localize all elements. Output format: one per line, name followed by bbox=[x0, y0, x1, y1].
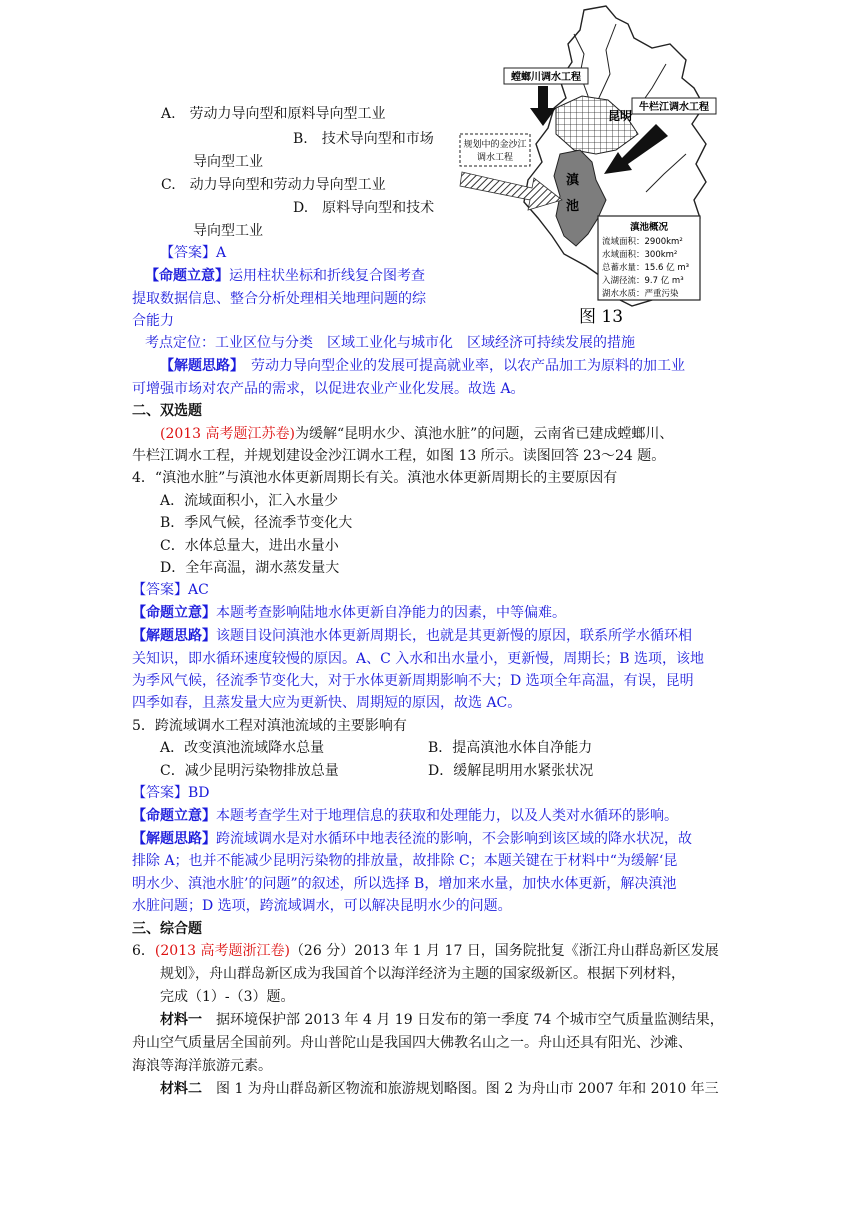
q3-thinking: 【解题思路】 劳动力导向型企业的发展可提高就业率，以农产品加工为原料的加工业 bbox=[160, 358, 685, 374]
q4-option-a: A．流域面积小，汇入水量少 bbox=[160, 493, 339, 509]
q4-answer: 【答案】AC bbox=[132, 582, 209, 598]
info-row: 入湖径流：9.7 亿 m³ bbox=[602, 276, 684, 286]
q3-intent-cont-2: 合能力 bbox=[132, 313, 174, 329]
q3-option-b-cont: 导向型工业 bbox=[193, 154, 263, 170]
source-tag: (2013 高考题江苏卷) bbox=[160, 426, 296, 442]
tanglang-label: 螳螂川调水工程 bbox=[511, 72, 581, 83]
thinking-label: 【解题思路】 bbox=[132, 831, 216, 847]
q5-thinking-cont-1: 排除 A；也并不能减少昆明污染物的排放量，故排除 C；本题关键在于材料中“为缓解‘昆 bbox=[132, 853, 678, 869]
q4-thinking-cont-2: 为季风气候，径流季节变化大，对于水体更新周期影响不大；D 选项全年高温，有误，昆明 bbox=[132, 673, 694, 689]
dian-label-1: 滇 bbox=[566, 173, 580, 188]
q5-option-b: B．提高滇池水体自净能力 bbox=[428, 740, 593, 756]
info-row: 水域面积：300km² bbox=[602, 250, 678, 260]
q3-intent-cont-1: 提取数据信息、整合分析处理相关地理问题的综 bbox=[132, 291, 426, 307]
q6-stem-cont-2: 完成（1）-（3）题。 bbox=[160, 989, 295, 1005]
intent-label: 【命题立意】 bbox=[132, 808, 216, 824]
q3-thinking-cont: 可增强市场对农产品的需求，以促进农业产业化发展。故选 A。 bbox=[132, 381, 525, 397]
dianchi-map-figure bbox=[456, 4, 746, 332]
q5-answer: 【答案】BD bbox=[132, 785, 210, 801]
kunming-label: 昆明 bbox=[608, 109, 633, 123]
q4-option-d: D．全年高温，湖水蒸发量大 bbox=[160, 560, 340, 576]
q5-thinking-cont-3: 水脏问题；D 选项，跨流域调水，可以解决昆明水少的问题。 bbox=[132, 898, 512, 914]
q3-option-c: C. 动力导向型和劳动力导向型工业 bbox=[161, 177, 386, 193]
q5-thinking-cont-2: 明水少、滇池水脏’的问题”的叙述，所以选择 B，增加来水量，加快水体更新，解决滇池 bbox=[132, 876, 677, 892]
q3-option-d: D. 原料导向型和技术 bbox=[293, 200, 435, 216]
dian-label-2: 池 bbox=[566, 199, 580, 214]
q5-option-a: A．改变滇池流域降水总量 bbox=[160, 740, 325, 756]
source-tag: (2013 高考题浙江卷) bbox=[154, 943, 290, 959]
jinsha-label-2: 调水工程 bbox=[476, 153, 514, 163]
info-box-title: 滇池概况 bbox=[629, 222, 669, 233]
q3-option-a: A. 劳动力导向型和原料导向型工业 bbox=[161, 106, 386, 122]
jinsha-label-1: 规划中的金沙江 bbox=[463, 140, 527, 150]
section-heading-3: 三、综合题 bbox=[132, 921, 202, 937]
q5-option-d: D．缓解昆明用水紧张状况 bbox=[428, 763, 594, 779]
q5-option-c: C．减少昆明污染物排放总量 bbox=[160, 763, 339, 779]
q3-intent: 【命题立意】运用柱状坐标和折线复合图考查 bbox=[145, 268, 425, 284]
figure-caption: 图 13 bbox=[578, 307, 624, 327]
info-row: 流域面积：2900km² bbox=[602, 237, 683, 247]
q3-location: 考点定位：工业区位与分类 区域工业化与城市化 区域经济可持续发展的措施 bbox=[145, 335, 635, 351]
q6-stem-cont-1: 规划》，舟山群岛新区成为我国首个以海洋经济为主题的国家级新区。根据下列材料， bbox=[160, 966, 685, 982]
material-label: 材料二 bbox=[160, 1081, 202, 1097]
q4-stem: 4．“滇池水脏”与滇池水体更新周期长有关。滇池水体更新周期长的主要原因有 bbox=[132, 470, 618, 486]
material-label: 材料一 bbox=[160, 1012, 202, 1028]
info-row: 湖水水质：严重污染 bbox=[602, 289, 679, 299]
material-1: 材料一 据环境保护部 2013 年 4 月 19 日发布的第一季度 74 个城市空气质量监测结果， bbox=[160, 1012, 724, 1028]
intent-label: 【命题立意】 bbox=[132, 605, 216, 621]
q4-option-b: B．季风气候，径流季节变化大 bbox=[160, 515, 353, 531]
thinking-label: 【解题思路】 bbox=[160, 358, 237, 374]
q5-stem: 5．跨流域调水工程对滇池流域的主要影响有 bbox=[132, 718, 407, 734]
intent-label: 【命题立意】 bbox=[145, 268, 229, 284]
q5-intent: 【命题立意】本题考查学生对于地理信息的获取和处理能力，以及人类对水循环的影响。 bbox=[132, 808, 678, 824]
q4-thinking-cont-3: 四季如春，且蒸发量大应为更新快、周期短的原因，故选 AC。 bbox=[132, 695, 522, 711]
section-heading-2: 二、双选题 bbox=[132, 403, 202, 419]
q3-option-d-cont: 导向型工业 bbox=[193, 223, 263, 239]
niulan-label: 牛栏江调水工程 bbox=[639, 102, 709, 113]
q4-thinking: 【解题思路】该题目设问滇池水体更新周期长，也就是其更新慢的原因，联系所学水循环相 bbox=[132, 628, 692, 644]
material-2: 材料二 图 1 为舟山群岛新区物流和旅游规划略图。图 2 为舟山市 2007 年和 2010 年三 bbox=[160, 1081, 719, 1097]
q5-thinking: 【解题思路】跨流域调水是对水循环中地表径流的影响，不会影响到该区域的降水状况，故 bbox=[132, 831, 692, 847]
q4-option-c: C．水体总量大，进出水量小 bbox=[160, 538, 339, 554]
q6-stem: 6．(2013 高考题浙江卷)（26 分）2013 年 1 月 17 日，国务院批复《浙江舟山群岛新区发展 bbox=[132, 943, 719, 959]
intro-paragraph-cont: 牛栏江调水工程，并规划建设金沙江调水工程，如图 13 所示。读图回答 23～24 题。 bbox=[132, 448, 666, 464]
intro-paragraph: (2013 高考题江苏卷)为缓解“昆明水少、滇池水脏”的问题，云南省已建成螳螂川、 bbox=[160, 426, 674, 442]
q3-answer: 【答案】A bbox=[160, 245, 227, 261]
material-1-cont-1: 舟山空气质量居全国前列。舟山普陀山是我国四大佛教名山之一。舟山还具有阳光、沙滩、 bbox=[132, 1035, 692, 1051]
material-1-cont-2: 海浪等海洋旅游元素。 bbox=[132, 1058, 272, 1074]
q3-option-b: B. 技术导向型和市场 bbox=[293, 131, 434, 147]
info-row: 总蓄水量：15.6 亿 m³ bbox=[602, 263, 690, 273]
thinking-label: 【解题思路】 bbox=[132, 628, 216, 644]
q4-intent: 【命题立意】本题考查影响陆地水体更新自净能力的因素，中等偏难。 bbox=[132, 605, 566, 621]
q4-thinking-cont-1: 关知识，即水循环速度较慢的原因。A、C 入水和出水量小，更新慢，周期长；B 选项，该地 bbox=[132, 651, 705, 667]
